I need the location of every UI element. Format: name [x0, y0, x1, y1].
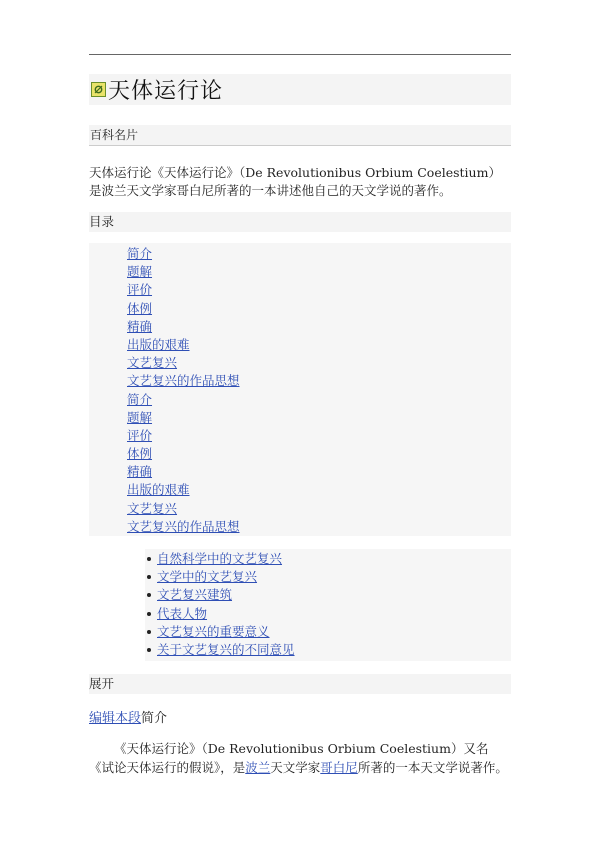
toc-item [127, 245, 240, 263]
link-copernicus[interactable]: 哥白尼 [320, 760, 358, 775]
card-label [89, 125, 511, 146]
toc-item [127, 445, 240, 463]
sub-toc-link[interactable]: 自然科学中的文艺复兴 [157, 551, 283, 566]
toc-item [127, 391, 240, 409]
toc-item [127, 318, 240, 336]
sub-toc-item [145, 605, 295, 623]
toc-item [127, 336, 240, 354]
toc-link[interactable]: 精确 [127, 464, 153, 480]
sub-toc-link[interactable]: 文学中的文艺复兴 [157, 569, 258, 585]
sub-toc-link[interactable]: 代表人物 [157, 605, 208, 621]
page-title: 天体运行论 [108, 79, 224, 104]
bookmark-icon [91, 82, 106, 97]
expand-toggle[interactable]: 展开 [89, 674, 511, 694]
toc-link[interactable]: 文艺复兴的作品思想 [127, 373, 240, 389]
toc-item [127, 281, 240, 299]
bullet-icon [147, 630, 151, 634]
toc-link[interactable]: 题解 [127, 409, 153, 425]
toc-item [127, 409, 240, 427]
toc-item [127, 481, 240, 499]
bullet-icon [147, 593, 151, 597]
toc-link[interactable]: 文艺复兴 [127, 500, 178, 516]
toc-link[interactable]: 出版的艰难 [127, 336, 190, 352]
toc-link[interactable]: 出版的艰难 [127, 482, 190, 498]
section-heading [89, 707, 167, 726]
toc-item [127, 518, 240, 536]
toc-link[interactable]: 评价 [127, 427, 153, 443]
top-divider [89, 54, 511, 55]
toc-link[interactable]: 体例 [127, 446, 153, 462]
article-title-bar [89, 74, 511, 105]
card-label-text: 百科名片 [90, 128, 139, 142]
bullet-icon [147, 557, 151, 561]
toc-label: 目录 [89, 212, 511, 232]
section-title: 简介 [141, 711, 168, 726]
sub-toc-item [145, 568, 295, 586]
sub-toc-item [145, 586, 295, 604]
sub-toc-item [145, 623, 295, 641]
body-text-1: 《天体运行论》（De Revolutionibus Orbium Coelestium）又名《试论天体运行的假说》，是 [89, 741, 489, 775]
toc-item [127, 427, 240, 445]
toc-item [127, 300, 240, 318]
toc-link[interactable]: 题解 [127, 264, 153, 280]
bullet-icon [147, 575, 151, 579]
sub-toc-item [145, 550, 295, 568]
edit-section-link[interactable]: 编辑本段 [89, 711, 142, 726]
toc-link[interactable]: 精确 [127, 318, 153, 334]
toc-item [127, 500, 240, 518]
toc-item [127, 372, 240, 390]
intro-paragraph: 天体运行论《天体运行论》（De Revolutionibus Orbium Coelestium）是波兰天文学家哥白尼所著的一本讲述他自己的天文学说的著作。 [89, 165, 501, 198]
toc-link[interactable]: 简介 [127, 391, 153, 407]
toc-link[interactable]: 评价 [127, 282, 153, 298]
toc-item [127, 263, 240, 281]
bullet-icon [147, 612, 151, 616]
sub-toc-link[interactable]: 关于文艺复兴的不同意见 [157, 641, 295, 657]
sub-toc-link[interactable]: 文艺复兴建筑 [157, 587, 233, 603]
body-text-3: 所著的一本天文学说著作。 [357, 760, 508, 775]
toc-item [127, 463, 240, 481]
sub-toc-item [145, 641, 295, 659]
toc-link[interactable]: 文艺复兴 [127, 355, 178, 371]
sub-toc-link[interactable]: 文艺复兴的重要意义 [157, 623, 270, 639]
body-paragraph [89, 739, 513, 777]
toc-item [127, 354, 240, 372]
body-text-2: 天文学家 [270, 760, 321, 775]
toc-link[interactable]: 体例 [127, 300, 153, 316]
sub-toc-list [145, 550, 295, 659]
link-poland[interactable]: 波兰 [245, 760, 271, 775]
toc-list [127, 245, 240, 536]
toc-link[interactable]: 文艺复兴的作品思想 [127, 518, 240, 534]
bullet-icon [147, 648, 151, 652]
toc-link[interactable]: 简介 [127, 246, 153, 261]
